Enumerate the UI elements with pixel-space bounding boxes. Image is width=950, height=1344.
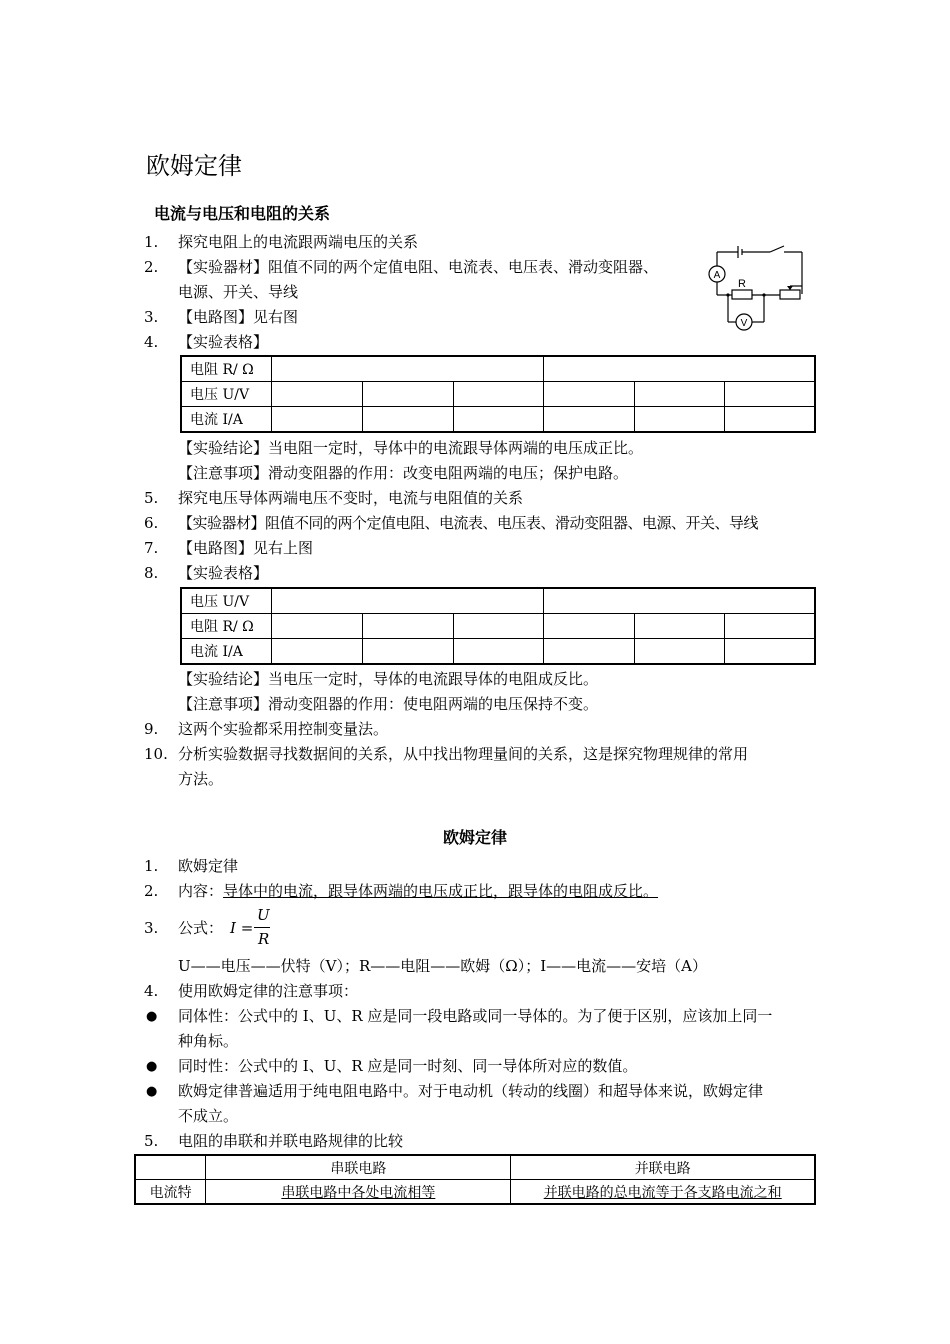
switch-icon: [770, 246, 784, 252]
row-label: 电流 I/A: [181, 639, 271, 665]
list-item: 7. 【电路图】见右上图: [144, 539, 314, 557]
section1-heading: 电流与电压和电阻的关系: [154, 204, 331, 223]
formula-lhs: I =: [230, 919, 254, 937]
bullet-item-cont: 种角标。: [178, 1032, 239, 1050]
table-row: [181, 382, 815, 407]
table-row: [135, 1155, 815, 1180]
list-item: 5. 探究电压导体两端电压不变时，电流与电阻值的关系: [144, 489, 524, 507]
formula-numerator: U: [257, 906, 270, 924]
svg-text:R: R: [738, 278, 746, 290]
table-row: 电流特 串联电路中各处电流相等 并联电路的总电流等于各支路电流之和: [135, 1180, 815, 1205]
column-header: 串联电路: [206, 1155, 511, 1180]
table-row: [181, 407, 815, 433]
units-line: U——电压——伏特（V）；R——电阻——欧姆（Ω）；I——电流——安培（A）: [178, 957, 707, 975]
table-row: [181, 614, 815, 639]
list-item: 5. 电阻的串联和并联电路规律的比较: [144, 1132, 404, 1150]
bullet-icon: ●: [146, 1009, 158, 1024]
list-item: 9. 这两个实验都采用控制变量法。: [144, 720, 389, 738]
section2-heading: 欧姆定律: [442, 828, 507, 847]
list-item: 10. 分析实验数据寻找数据间的关系，从中找出物理量间的关系，这是探究物理规律的常用: [144, 745, 749, 763]
bullet-item-cont: 不成立。: [178, 1107, 239, 1125]
list-item: 8. 【实验表格】: [144, 564, 269, 582]
note: 【注意事项】滑动变阻器的作用：使电阻两端的电压保持不变。: [178, 695, 599, 713]
bullet-icon: ●: [146, 1084, 158, 1099]
row-label: 电阻 R/ Ω: [181, 356, 271, 382]
table-row: [181, 639, 815, 665]
circuit-diagram: [700, 238, 810, 333]
bullet-item: ● 欧姆定律普遍适用于纯电阻电路中。对于电动机（转动的线圈）和超导体来说，欧姆定律: [0, 1079, 950, 1104]
list-item: 2. 内容：导体中的电流，跟导体两端的电压成正比，跟导体的电阻成反比。: [144, 882, 659, 900]
bullet-item: ● 同时性：公式中的 I、U、R 应是同一时刻、同一导体所对应的数值。: [0, 1054, 950, 1079]
bullet-icon: ●: [146, 1059, 158, 1074]
list-item-cont: 方法。: [178, 770, 224, 788]
row-label: 电流特: [135, 1180, 206, 1205]
table-row: [181, 588, 815, 614]
experiment-table-2: [180, 587, 816, 665]
page-title: 欧姆定律: [146, 152, 242, 180]
experiment-table-1: [180, 355, 816, 433]
row-label: 电阻 R/ Ω: [181, 614, 271, 639]
column-header: 并联电路: [511, 1155, 815, 1180]
list-item: 1. 探究电阻上的电流跟两端电压的关系: [144, 233, 419, 251]
note: 【实验结论】当电压一定时，导体的电流跟导体的电阻成反比。: [178, 670, 599, 688]
list-item: 1. 欧姆定律: [144, 857, 239, 875]
rheostat-icon: [780, 290, 800, 299]
row-label: 电流 I/A: [181, 407, 271, 433]
table-row: [181, 356, 815, 382]
note: 【注意事项】滑动变阻器的作用：改变电阻两端的电压；保护电路。: [178, 464, 629, 482]
law-content: 导体中的电流，跟导体两端的电压成正比，跟导体的电阻成反比。: [223, 882, 659, 900]
fraction-bar: [254, 927, 270, 928]
list-item: 3. 公式：: [144, 919, 224, 937]
comparison-table: [134, 1154, 816, 1205]
svg-text:A: A: [713, 270, 721, 281]
svg-text:V: V: [740, 318, 748, 329]
list-item-cont: 电源、开关、导线: [178, 283, 299, 301]
list-item: 2. 【实验器材】阻值不同的两个定值电阻、电流表、电压表、滑动变阻器、: [144, 258, 659, 276]
row-label: 电压 U/V: [181, 382, 271, 407]
row-label: 电压 U/V: [181, 588, 271, 614]
bullet-item: ● 同体性：公式中的 I、U、R 应是同一段电路或同一导体的。为了便于区别，应该加上同一: [0, 1004, 950, 1029]
list-item: 4. 【实验表格】: [144, 333, 269, 351]
note: 【实验结论】当电阻一定时，导体中的电流跟导体两端的电压成正比。: [178, 439, 644, 457]
list-item: 4. 使用欧姆定律的注意事项：: [144, 982, 359, 1000]
resistor-icon: [732, 290, 752, 299]
formula-denominator: R: [258, 930, 270, 948]
list-item: 6. 【实验器材】阻值不同的两个定值电阻、电流表、电压表、滑动变阻器、电源、开关、导线: [144, 514, 759, 532]
list-item: 3. 【电路图】见右图: [144, 308, 299, 326]
